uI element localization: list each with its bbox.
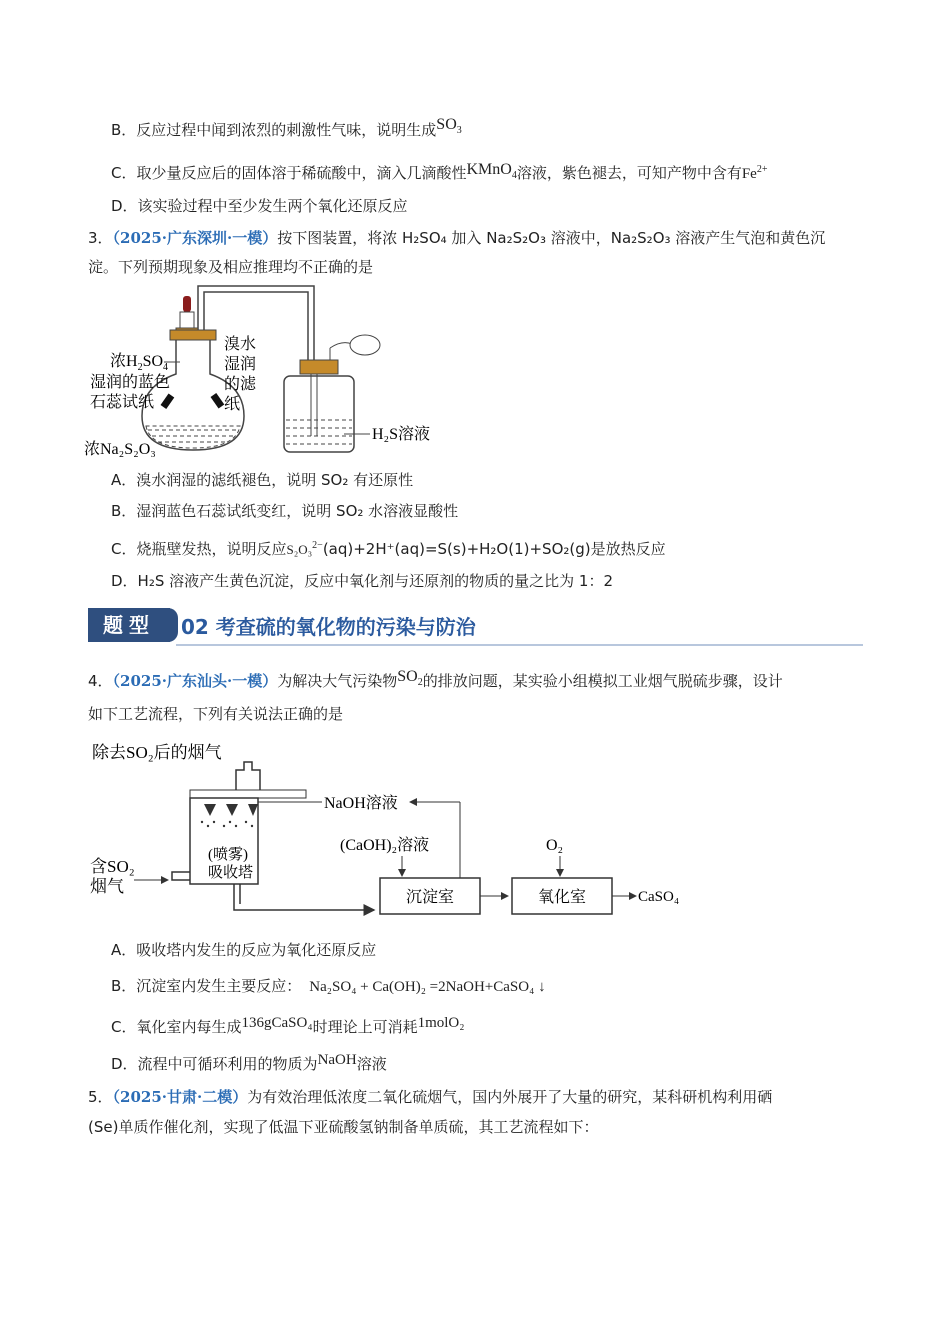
q3-apparatus-diagram xyxy=(80,282,440,464)
ion: Fe xyxy=(741,166,757,182)
question-stem: 按下图装置，将浓 H₂SO₄ 加入 Na₂S₂O₃ 溶液中，Na₂S₂O₃ 溶液产生气泡和黄色沉 xyxy=(277,229,826,247)
option-text: 溶液，紫色褪去，可知产物中含有 xyxy=(516,164,742,182)
rubber-bulb xyxy=(350,335,380,355)
formula: SO xyxy=(397,668,418,685)
label-naoh: NaOH溶液 xyxy=(324,795,398,812)
question-stem: 的排放问题，某实验小组模拟工业烟气脱硫步骤，设计 xyxy=(422,672,783,690)
question-stem: 为解决大气污染物 xyxy=(277,672,398,690)
option-text: C．氧化室内每生成 xyxy=(111,1018,242,1036)
q2-option-c xyxy=(111,160,767,190)
option-text: (aq)+2H⁺(aq)=S(s)+H₂O(1)+SO₂(g)是放热反应 xyxy=(322,540,666,558)
option-text: C．烧瓶壁发热，说明反应 xyxy=(111,540,287,558)
mass-value: 136gCaSO₄ xyxy=(241,1015,313,1031)
option-text: B．反应过程中闻到浓烈的刺激性气味，说明生成 xyxy=(111,121,437,139)
q2-option-b xyxy=(111,116,462,147)
subscript: 2 xyxy=(417,677,423,688)
formula: S₂O₃ xyxy=(286,542,313,557)
subscript: 3 xyxy=(456,125,462,136)
option-text: 溶液 xyxy=(356,1055,387,1073)
flask-stopper xyxy=(170,330,216,340)
q4-option-c xyxy=(111,1017,464,1038)
label-h2s-solution: H₂S溶液 xyxy=(372,426,431,443)
label-bromine-1: 溴水 xyxy=(224,336,257,353)
q4-stem-line1 xyxy=(88,668,783,698)
q4-option-b xyxy=(111,976,546,997)
question-number: 3． xyxy=(88,229,113,247)
label-litmus-1: 湿润的蓝色 xyxy=(90,374,171,391)
q3-stem-line2: 淀。下列预期现象及相应推理均不正确的是 xyxy=(88,258,374,276)
bottle-stopper xyxy=(300,360,338,374)
option-text: 时理论上可消耗 xyxy=(312,1018,418,1036)
charge: 2+ xyxy=(756,164,768,175)
label-inlet-1: 含SO₂ xyxy=(90,857,135,876)
question-stem: 为有效治理低浓度二氧化硫烟气，国内外展开了大量的研究，某科研机构利用硒 xyxy=(247,1088,773,1106)
q5-stem-line1 xyxy=(88,1087,772,1107)
label-bromine-3: 的滤 xyxy=(224,376,257,393)
q3-option-b: B．湿润蓝色石蕊试纸变红，说明 SO₂ 水溶液显酸性 xyxy=(111,502,459,520)
subscript: 4 xyxy=(511,170,517,181)
q3-stem-line1 xyxy=(88,228,825,248)
label-conc-h2so4: 浓$H_2SO_4$ xyxy=(110,353,169,373)
charge: 2− xyxy=(312,540,323,551)
formula: KMnO xyxy=(466,161,512,178)
option-text: B．沉淀室内发生主要反应： xyxy=(111,977,302,995)
label-bromine-2: 湿润 xyxy=(224,356,257,373)
label-na2s2o3: 浓Na₂S₂O₃ xyxy=(84,441,156,458)
q3-option-a: A．溴水润湿的滤纸褪色，说明 SO₂ 有还原性 xyxy=(111,471,414,489)
label-inlet-2: 烟气 xyxy=(90,877,124,896)
question-number: 4． xyxy=(88,672,113,690)
label-o2: O₂ xyxy=(546,837,564,854)
question-source: （2025·广东汕头·一模） xyxy=(112,672,278,690)
dropper-bulb xyxy=(183,296,191,312)
q4-option-a: A．吸收塔内发生的反应为氧化还原反应 xyxy=(111,941,377,959)
banner-rule xyxy=(176,644,863,646)
label-spray: (喷雾) xyxy=(208,847,248,863)
tower-top xyxy=(190,790,306,798)
mole-value: 1molO₂ xyxy=(417,1015,465,1031)
banner-notch xyxy=(168,608,178,642)
q3-option-c xyxy=(111,536,666,560)
q2-option-d: D．该实验过程中至少发生两个氧化还原反应 xyxy=(111,197,408,215)
formula: SO xyxy=(436,116,457,133)
formula: NaOH xyxy=(317,1052,357,1068)
option-text: D．流程中可循环利用的物质为 xyxy=(111,1055,318,1073)
label-litmus-2: 石蕊试纸 xyxy=(90,394,155,411)
label-product: CaSO₄ xyxy=(638,889,680,905)
option-text: C．取少量反应后的固体溶于稀硫酸中，滴入几滴酸性 xyxy=(111,164,467,182)
label-exhaust: 除去SO₂后的烟气 xyxy=(92,743,222,762)
q3-option-d: D．H₂S 溶液产生黄色沉淀，反应中氧化剂与还原剂的物质的量之比为 1：2 xyxy=(111,572,613,590)
label-tower: 吸收塔 xyxy=(208,865,254,881)
question-source: （2025·甘肃·二模） xyxy=(112,1088,248,1106)
q4-stem-line2: 如下工艺流程，下列有关说法正确的是 xyxy=(88,705,344,723)
section-title: 02 考查硫的氧化物的污染与防治 xyxy=(181,615,476,639)
question-source: （2025·广东深圳·一模） xyxy=(112,229,278,247)
label-caoh2: (CaOH)₂溶液 xyxy=(340,837,430,854)
equation: Na₂SO₄ + Ca(OH)₂ =2NaOH+CaSO₄ ↓ xyxy=(309,979,546,995)
label-oxid-room: 氧化室 xyxy=(538,889,587,906)
section-badge: 题型 xyxy=(88,608,170,642)
question-number: 5． xyxy=(88,1088,113,1106)
q4-option-d xyxy=(111,1054,387,1075)
label-bromine-4: 纸 xyxy=(224,396,241,413)
section-banner xyxy=(88,606,863,646)
q5-stem-line2: (Se)单质作催化剂，实现了低温下亚硫酸氢钠制备单质硫，其工艺流程如下： xyxy=(88,1118,599,1136)
q4-flow-diagram xyxy=(84,736,704,922)
gas-washing-bottle xyxy=(284,376,354,452)
label-precip-room: 沉淀室 xyxy=(406,889,455,906)
